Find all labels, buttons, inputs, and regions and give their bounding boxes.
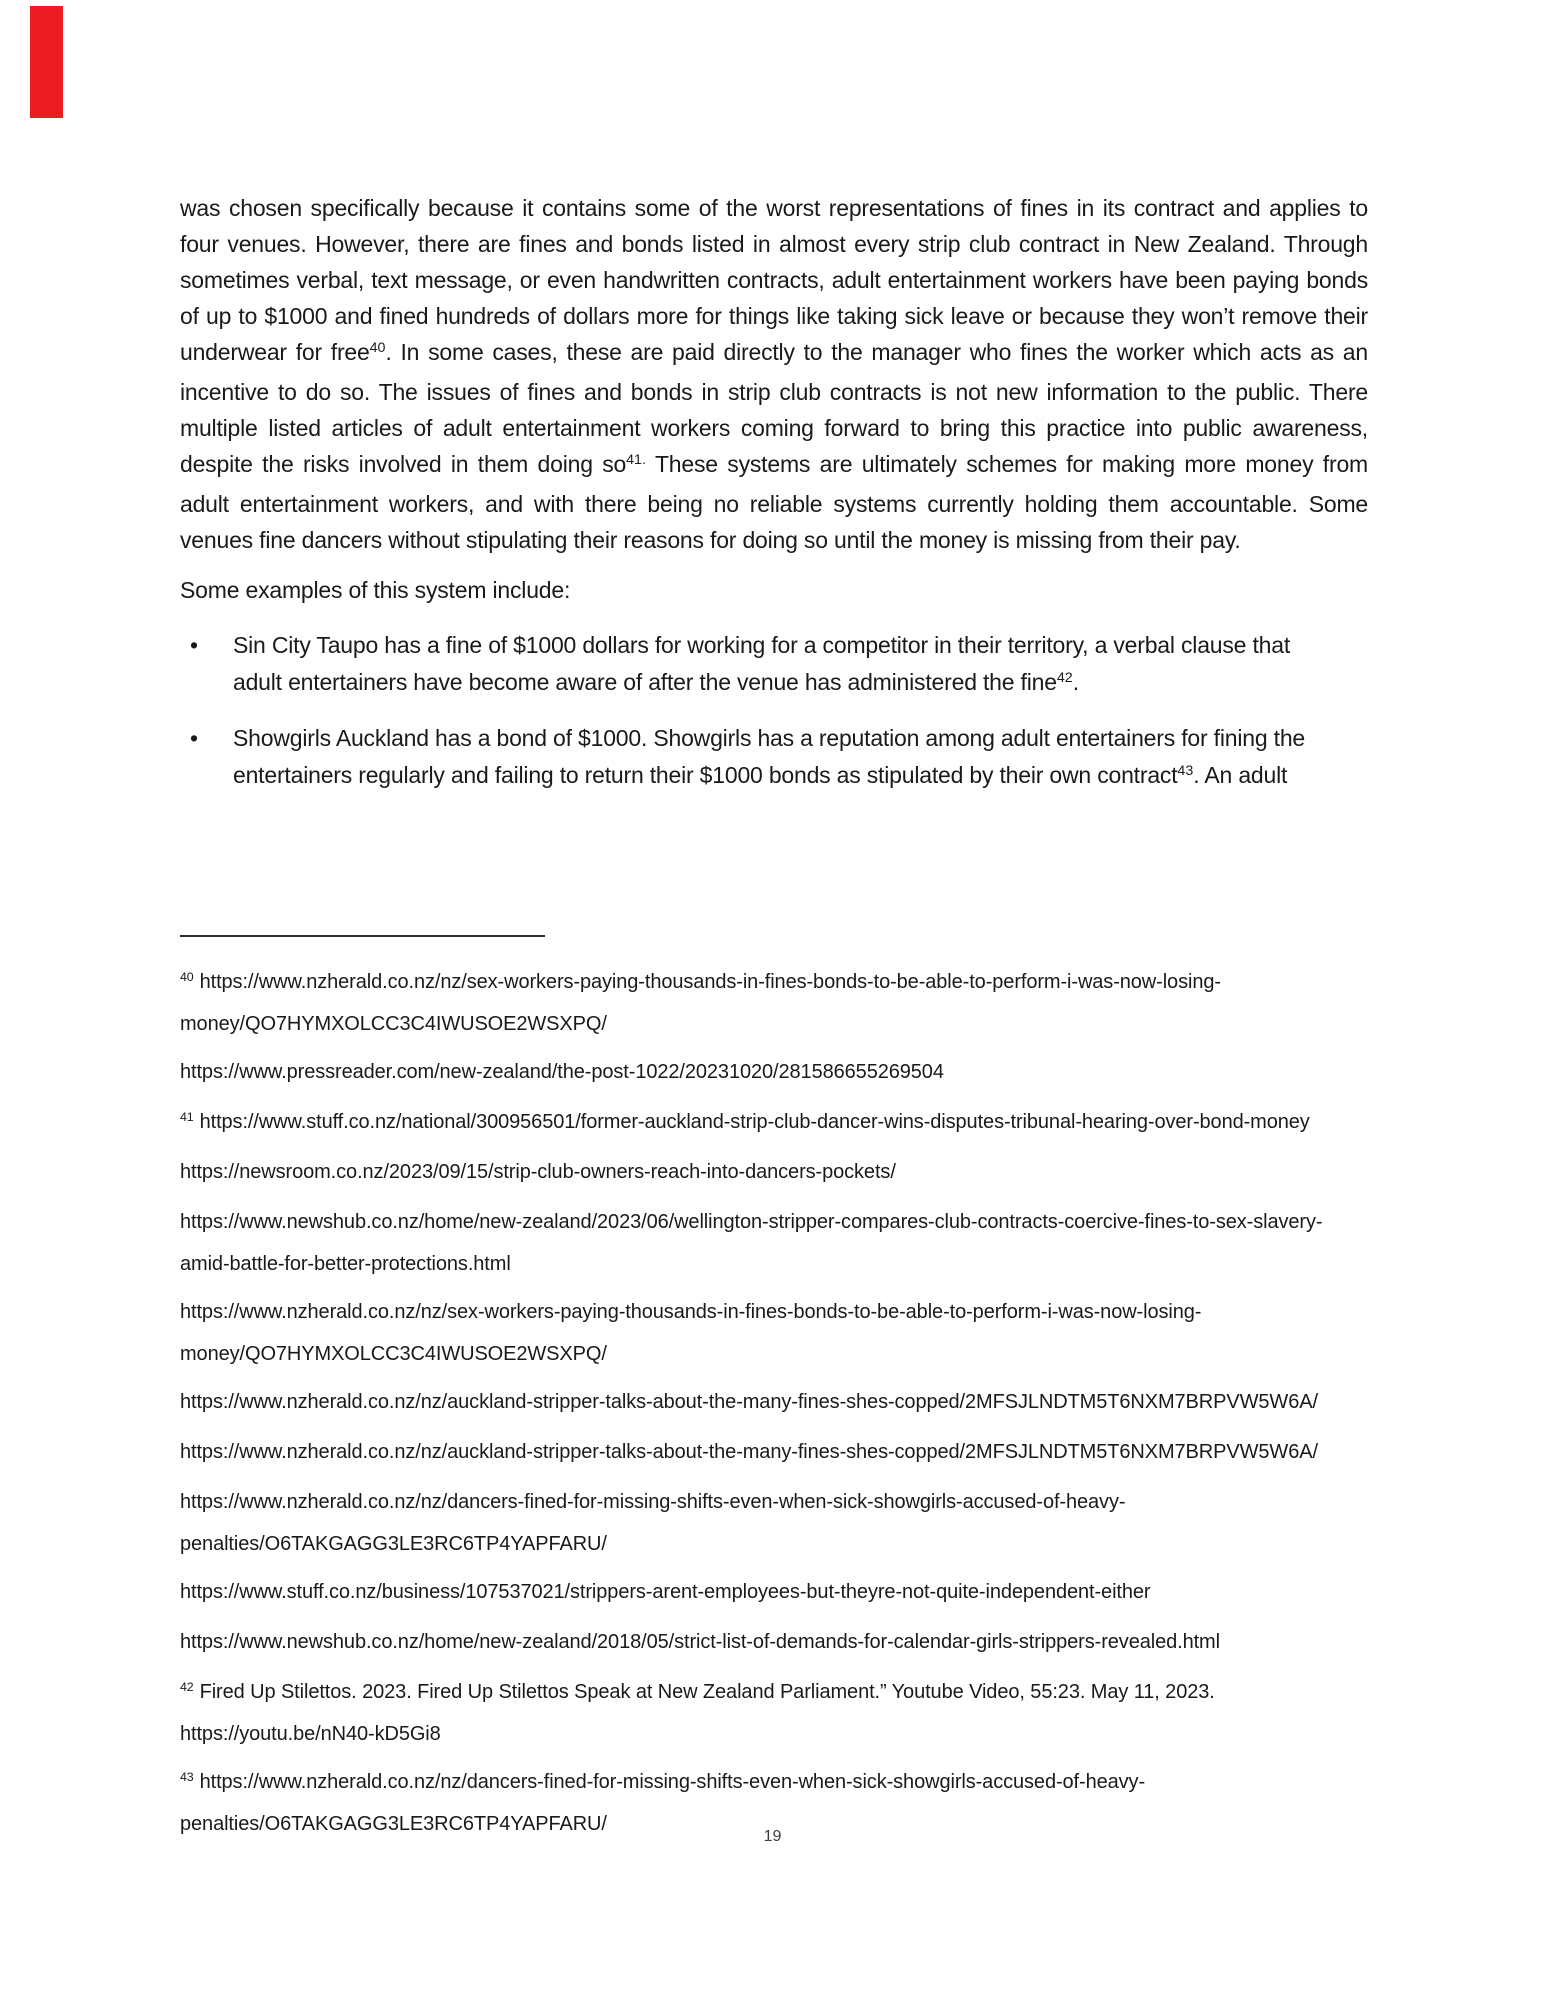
page-content <box>180 190 1368 813</box>
footnote-entry-41 <box>180 1102 1368 1144</box>
footnote-entry <box>180 1432 1368 1474</box>
footnote-url: https://www.nzherald.co.nz/nz/sex-workers-paying-thousands-in-fines-bonds-to-be-able-to-perform-i-was-now-losing-money/QO7HYMXOLCC3C4IWUSOE2WSXPQ/ <box>180 971 1221 1035</box>
footnote-url: https://www.nzherald.co.nz/nz/auckland-stripper-talks-about-the-many-fines-shes-copped/2MFSJLNDTM5T6NXM7BRPVW5W6A/ <box>180 1391 1318 1413</box>
bullet-text-tail: . <box>1072 669 1079 695</box>
bullet-marker: • <box>190 632 198 658</box>
footnote-entry <box>180 1622 1368 1664</box>
footnote-ref-42: 42 <box>1056 670 1073 687</box>
footnote-entry <box>180 1052 1368 1094</box>
red-redaction-marker <box>30 6 63 118</box>
bullet-item-showgirls <box>180 720 1368 798</box>
body-paragraph <box>180 190 1368 558</box>
bullet-text-body: Sin City Taupo has a fine of $1000 dollars for working for a competitor in their territory, a verbal clause that adult entertainers have become aware of after the venue has administered the fine <box>233 632 1291 695</box>
bullet-text <box>233 725 1305 788</box>
footnote-entry <box>180 1382 1368 1424</box>
footnote-url: https://www.newshub.co.nz/home/new-zealand/2023/06/wellington-stripper-compares-club-contracts-coercive-fines-to-sex-slavery-amid-battle-for-better-protections.html <box>180 1211 1323 1275</box>
footnote-url: https://www.nzherald.co.nz/nz/sex-workers-paying-thousands-in-fines-bonds-to-be-able-to-perform-i-was-now-losing-money/QO7HYMXOLCC3C4IWUSOE2WSXPQ/ <box>180 1301 1202 1365</box>
bullet-item-sin-city <box>180 627 1368 705</box>
footnote-url: https://www.nzherald.co.nz/nz/auckland-stripper-talks-about-the-many-fines-shes-copped/2MFSJLNDTM5T6NXM7BRPVW5W6A/ <box>180 1441 1318 1463</box>
bullet-marker: • <box>190 725 198 751</box>
footnotes-section <box>180 962 1368 1852</box>
footnote-entry-42 <box>180 1672 1368 1754</box>
footnote-ref-43: 43 <box>1177 763 1194 780</box>
footnote-entry <box>180 1572 1368 1614</box>
footnote-marker: 41 <box>180 1110 194 1125</box>
footnote-url: https://www.stuff.co.nz/business/107537021/strippers-arent-employees-but-theyre-not-quite-independent-either <box>180 1581 1151 1603</box>
footnote-marker: 43 <box>180 1770 194 1785</box>
footnote-url: https://www.stuff.co.nz/national/300956501/former-auckland-strip-club-dancer-wins-disputes-tribunal-hearing-over-bond-money <box>199 1111 1310 1133</box>
bullet-text-tail: . An adult <box>1193 762 1288 788</box>
body-text-2: . In some cases, these are paid directly to the manager who fines the worker which acts as an incentive to do so. The issues of fines and bonds in strip club contracts is not new information to the public. There multiple listed articles of adult entertainment workers coming forward to bring this practice into public awareness, despite the risks involved in them doing so <box>180 339 1368 477</box>
footnote-entry <box>180 1292 1368 1374</box>
footnote-url: https://www.pressreader.com/new-zealand/the-post-1022/20231020/281586655269504 <box>180 1061 944 1083</box>
body-text-3: These systems are ultimately schemes for making more money from adult entertainment workers, and with there being no reliable systems currently holding them accountable. Some venues fine dancers without stipulating their reasons for doing so until the money is missing from their pay. <box>180 451 1368 553</box>
footnote-entry-40 <box>180 962 1368 1044</box>
footnote-citation: Fired Up Stilettos. 2023. Fired Up Stilettos Speak at New Zealand Parliament.” Youtube Video, 55:23. May 11, 2023. https://youtu.be/nN40-kD5Gi8 <box>180 1681 1215 1745</box>
bullet-text <box>233 632 1290 695</box>
footnote-marker: 40 <box>180 970 194 985</box>
footnote-entry <box>180 1152 1368 1194</box>
footnote-ref-40: 40 <box>369 340 386 357</box>
body-text-1: was chosen specifically because it contains some of the worst representations of fines in its contract and applies to four venues. However, there are fines and bonds listed in almost every strip club contract in New Zealand. Through sometimes verbal, text message, or even handwritten contracts, adult entertainment workers have been paying bonds of up to $1000 and fined hundreds of dollars more for things like taking sick leave or because they won’t remove their underwear for free <box>180 195 1368 365</box>
footnote-separator <box>180 935 545 937</box>
footnote-url: https://newsroom.co.nz/2023/09/15/strip-club-owners-reach-into-dancers-pockets/ <box>180 1161 896 1183</box>
footnote-entry <box>180 1202 1368 1284</box>
footnote-ref-41: 41. <box>626 452 646 469</box>
footnote-entry <box>180 1482 1368 1564</box>
footnote-url: https://www.nzherald.co.nz/nz/dancers-fined-for-missing-shifts-even-when-sick-showgirls-accused-of-heavy-penalties/O6TAKGAGG3LE3RC6TP4YAPFARU/ <box>180 1771 1146 1835</box>
footnote-marker: 42 <box>180 1680 194 1695</box>
footnote-url: https://www.newshub.co.nz/home/new-zealand/2018/05/strict-list-of-demands-for-calendar-girls-strippers-revealed.html <box>180 1631 1220 1653</box>
examples-intro: Some examples of this system include: <box>180 577 571 603</box>
page-number: 19 <box>763 1828 782 1845</box>
bullet-text-body: Showgirls Auckland has a bond of $1000. Showgirls has a reputation among adult entertainers for fining the entertainers regularly and failing to return their $1000 bonds as stipulated by their own contract <box>233 725 1305 788</box>
footnote-url: https://www.nzherald.co.nz/nz/dancers-fined-for-missing-shifts-even-when-sick-showgirls-accused-of-heavy-penalties/O6TAKGAGG3LE3RC6TP4YAPFARU/ <box>180 1491 1126 1555</box>
